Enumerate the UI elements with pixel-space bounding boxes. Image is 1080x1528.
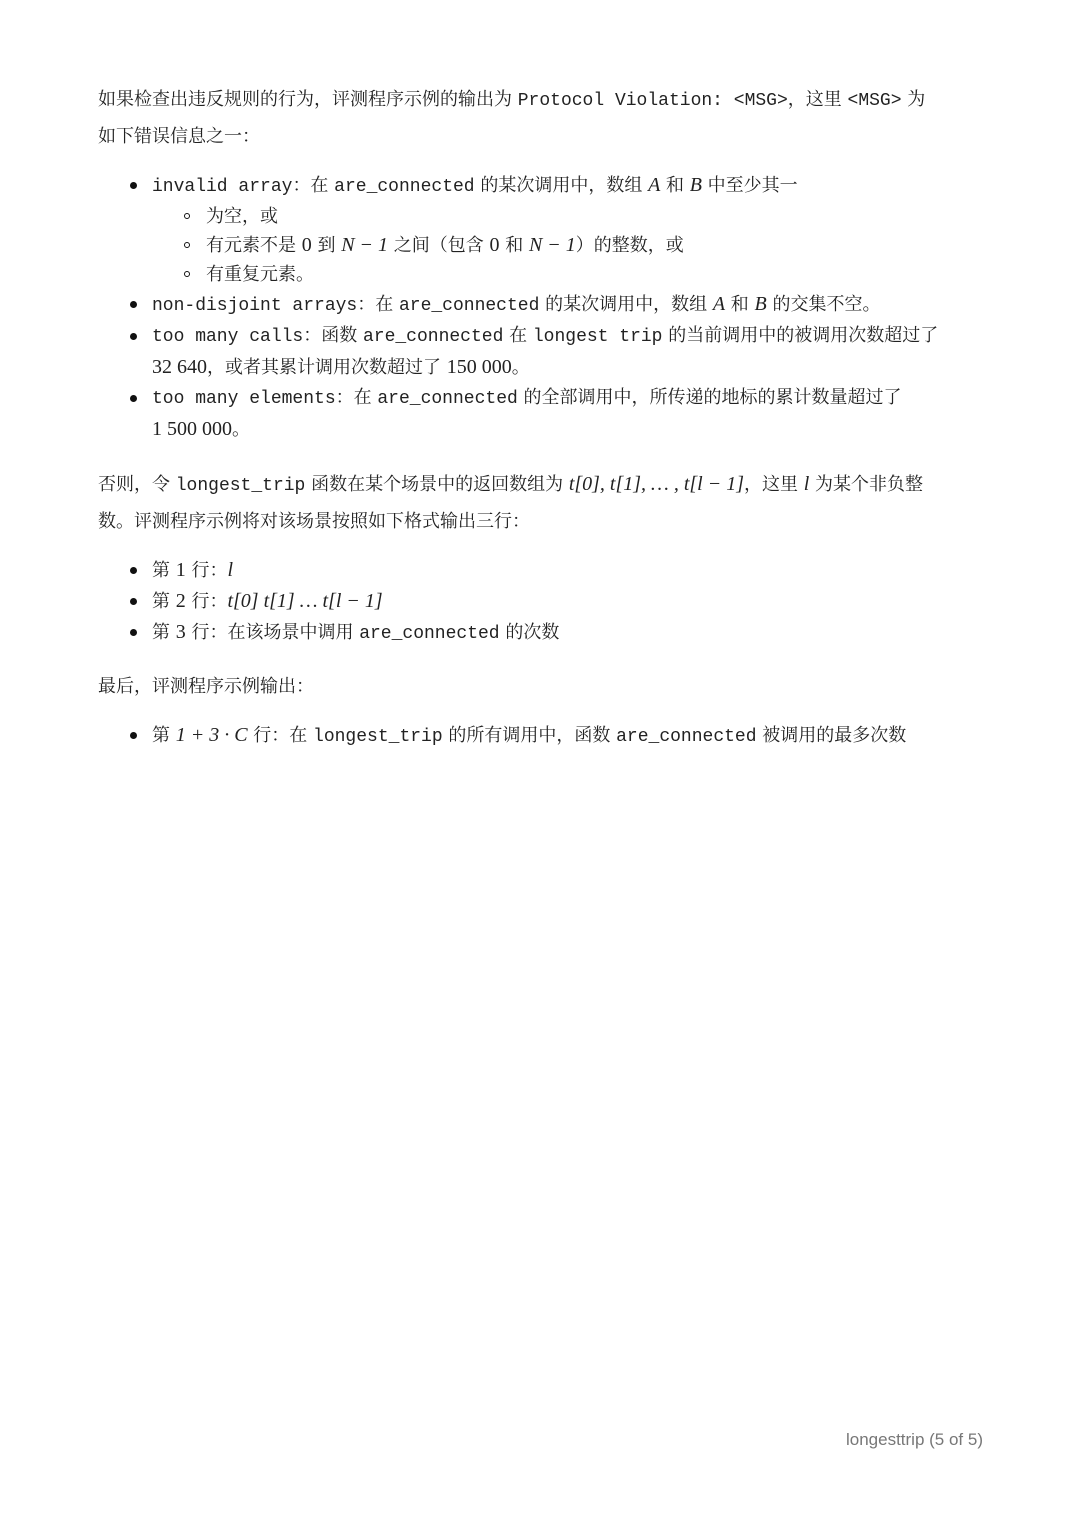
list-item-line-3: [130, 617, 988, 649]
text: 的某次调用中，数组: [539, 294, 713, 315]
math-n-minus-1: N − 1: [528, 234, 576, 256]
math-b: B: [754, 293, 767, 315]
math-l: l: [227, 559, 234, 581]
code-are-connected: are_connected: [398, 296, 540, 316]
text: 到: [311, 235, 342, 256]
list-item-non-disjoint: [130, 289, 988, 321]
code-are-connected: are_connected: [616, 727, 757, 747]
text: 第: [152, 560, 176, 581]
text: 。: [511, 357, 530, 378]
text: 第: [152, 591, 176, 612]
sub-item-range: [184, 231, 988, 260]
code-too-many-elements: too many elements: [152, 389, 336, 409]
list-item-line-1: [130, 555, 988, 586]
text: 如果检查出违反规则的行为，评测程序示例的输出为: [98, 89, 518, 110]
output-lines-list: [130, 555, 988, 649]
code-non-disjoint: non-disjoint arrays: [152, 296, 358, 316]
text: 行：: [185, 560, 228, 581]
text: 的某次调用中，数组: [474, 175, 649, 196]
sub-item-duplicate: [184, 260, 988, 289]
code-are-connected: are_connected: [334, 177, 475, 197]
text: 的全部调用中，所传递的地标的累计数量超过了: [517, 387, 902, 408]
text: 有元素不是: [206, 235, 302, 256]
code-protocol-violation: Protocol Violation: <MSG>: [517, 91, 788, 111]
text: 函数在某个场景中的返回数组为: [305, 474, 569, 495]
text: 的次数: [499, 622, 560, 643]
text: 和: [499, 235, 529, 256]
text: 第: [152, 622, 176, 643]
math-zero: 0: [489, 234, 500, 256]
text: ：在: [292, 175, 335, 196]
text: ）的整数，或: [575, 235, 684, 256]
number: 3: [175, 621, 186, 643]
text: 的交集不空。: [766, 294, 881, 315]
error-list: [130, 170, 988, 445]
math-n-minus-1: N − 1: [341, 234, 389, 256]
text: 如下错误信息之一：: [98, 126, 260, 147]
text: 行：在该场景中调用: [185, 622, 360, 643]
math-a: A: [648, 174, 661, 196]
number: 1: [175, 559, 186, 581]
math-a: A: [712, 293, 726, 315]
list-item-too-many-calls: [130, 321, 988, 383]
text: 否则，令: [98, 474, 176, 495]
text: 和: [725, 294, 755, 315]
text: ：在: [357, 294, 399, 315]
final-list: [130, 720, 988, 752]
code-invalid-array: invalid array: [152, 177, 293, 197]
text: 第: [152, 725, 176, 746]
text: 。: [232, 419, 250, 440]
code-longest-trip: longest_trip: [313, 727, 443, 747]
text: 被调用的最多次数: [756, 725, 907, 746]
code-are-connected: are_connected: [377, 389, 518, 409]
text: 的所有调用中，函数: [442, 725, 617, 746]
text: 为: [901, 89, 926, 110]
number-1500000: 1 500 000: [152, 418, 232, 440]
math-return-array: t[0], t[1], … , t[l − 1]: [568, 473, 745, 495]
intro-paragraph: [98, 82, 988, 154]
text: 中至少其一: [701, 175, 798, 196]
text: 的当前调用中的被调用次数超过了: [662, 325, 939, 346]
code-are-connected: are_connected: [362, 327, 504, 347]
text: ，或者其累计调用次数超过了: [207, 357, 447, 378]
number: 2: [175, 590, 186, 612]
list-item-invalid-array: [130, 170, 988, 289]
text: 为某个非负整: [809, 474, 924, 495]
text: ：函数: [303, 325, 363, 346]
text: 和: [660, 175, 690, 196]
code-longest-trip: longest trip: [532, 327, 663, 347]
code-msg: <MSG>: [847, 91, 902, 111]
text: 数。评测程序示例将对该场景按照如下格式输出三行：: [98, 511, 530, 532]
list-item-final-line: [130, 720, 988, 752]
otherwise-paragraph: [98, 467, 988, 539]
math-b: B: [689, 174, 702, 196]
math-l: l: [803, 473, 810, 495]
sub-item-empty: [184, 202, 988, 231]
number-150000: 150 000: [446, 356, 512, 378]
text: ，这里: [744, 474, 804, 495]
code-longest-trip: longest_trip: [175, 476, 306, 496]
code-are-connected: are_connected: [359, 624, 500, 644]
list-item-line-2: [130, 586, 988, 617]
list-item-too-many-elements: [130, 383, 988, 445]
text: 为空，或: [206, 206, 278, 227]
document-body: [98, 80, 988, 752]
text: ：在: [335, 387, 378, 408]
text: 在: [503, 325, 533, 346]
text: 行：: [185, 591, 228, 612]
code-too-many-calls: too many calls: [152, 327, 304, 347]
math-trip-values: t[0] t[1] … t[l − 1]: [227, 590, 383, 612]
number-32640: 32 640: [152, 356, 207, 378]
text: 有重复元素。: [206, 264, 314, 285]
math-1-plus-3c: 1 + 3 · C: [175, 724, 248, 746]
final-paragraph: [98, 669, 988, 704]
page-footer: longesttrip (5 of 5): [845, 1430, 983, 1449]
text: 最后，评测程序示例输出：: [98, 676, 314, 697]
text: ，这里: [787, 89, 848, 110]
text: 行：在: [247, 725, 314, 746]
sub-list: [184, 202, 988, 289]
text: 之间（包含: [388, 235, 490, 256]
math-zero: 0: [301, 234, 312, 256]
